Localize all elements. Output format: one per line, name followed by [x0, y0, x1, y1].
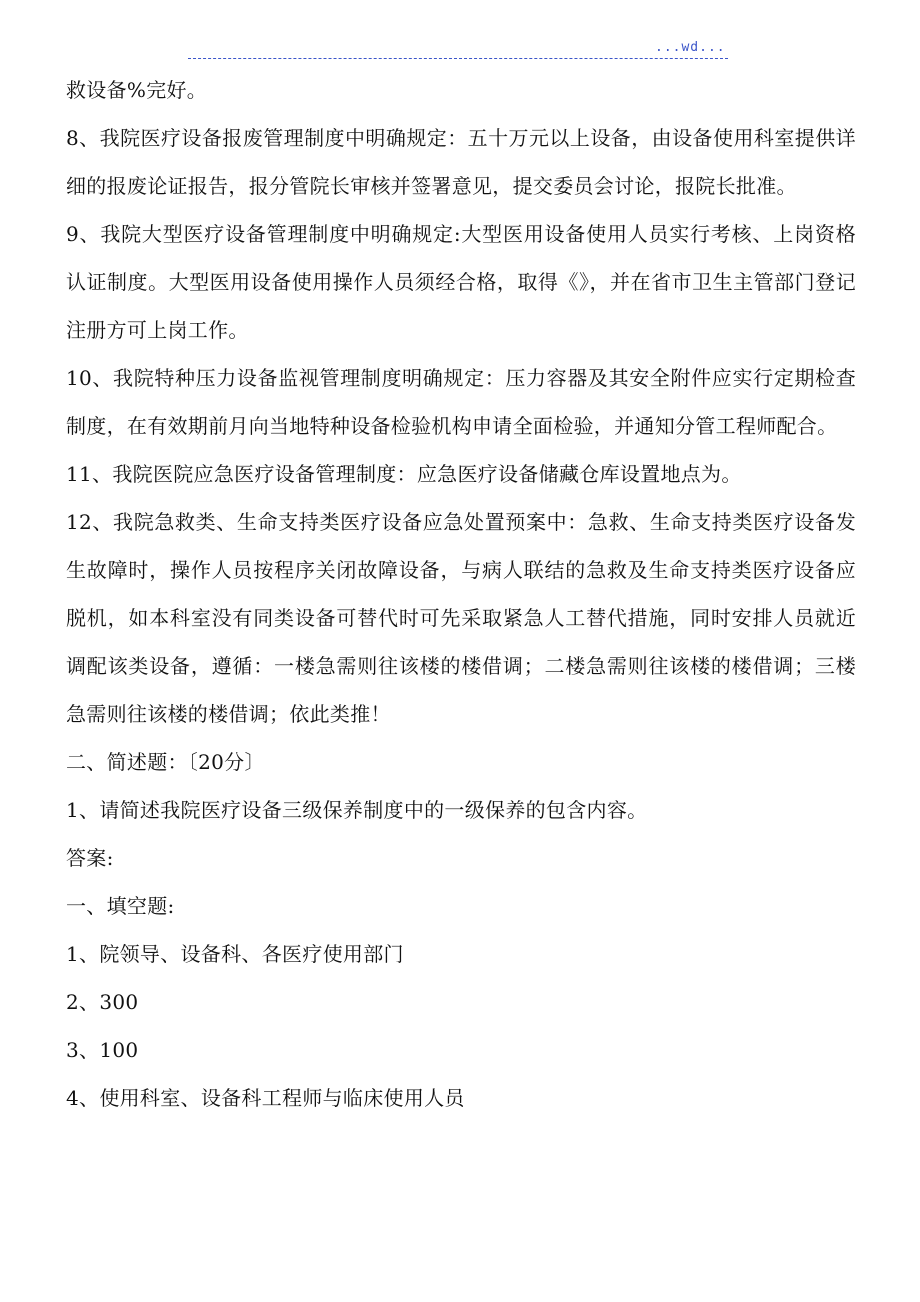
- answer-1: 1、院领导、设备科、各医疗使用部门: [66, 942, 404, 966]
- paragraph-item-8: 8、我院医疗设备报废管理制度中明确规定：五十万元以上设备，由设备使用科室提供详细的报废论证报告，报分管院长审核并签署意见，提交委员会讨论，报院长批准。: [66, 126, 856, 198]
- paragraph-item-9: 9、我院大型医疗设备管理制度中明确规定:大型医用设备使用人员实行考核、上岗资格认证制度。大型医用设备使用操作人员须经合格，取得《》，并在省市卫生主管部门登记注册方可上岗工作。: [66, 222, 856, 342]
- section-heading-short-answer: 二、简述题：〔20分〕: [66, 750, 265, 774]
- question-1: 1、请简述我院医疗设备三级保养制度中的一级保养的包含内容。: [66, 798, 648, 822]
- answer-4: 4、使用科室、设备科工程师与临床使用人员: [66, 1086, 465, 1110]
- document-body: [66, 66, 856, 1122]
- paragraph-item-10: 10、我院特种压力设备监视管理制度明确规定：压力容器及其安全附件应实行定期检查制度，在有效期前月向当地特种设备检验机构申请全面检验，并通知分管工程师配合。: [66, 366, 856, 438]
- section-heading-fill-blank: 一、填空题:: [66, 894, 175, 918]
- answer-3: 3、100: [66, 1038, 139, 1062]
- answer-heading: 答案:: [66, 846, 114, 870]
- paragraph-continuation: 救设备%完好。: [66, 78, 208, 102]
- answer-2: 2、300: [66, 990, 139, 1014]
- paragraph-item-12: 12、我院急救类、生命支持类医疗设备应急处置预案中：急救、生命支持类医疗设备发生故障时，操作人员按程序关闭故障设备，与病人联结的急救及生命支持类医疗设备应脱机，如本科室没有同类设备可替代时可先采取紧急人工替代措施，同时安排人员就近调配该类设备，遵循：一楼急需则往该楼的楼借调；二楼急需则往该楼的楼借调；三楼急需则往该楼的楼借调；依此类推！: [66, 510, 856, 726]
- header-watermark: ...wd...: [655, 40, 726, 55]
- paragraph-item-11: 11、我院医院应急医疗设备管理制度：应急医疗设备储藏仓库设置地点为。: [66, 462, 742, 486]
- header-divider: [188, 58, 728, 59]
